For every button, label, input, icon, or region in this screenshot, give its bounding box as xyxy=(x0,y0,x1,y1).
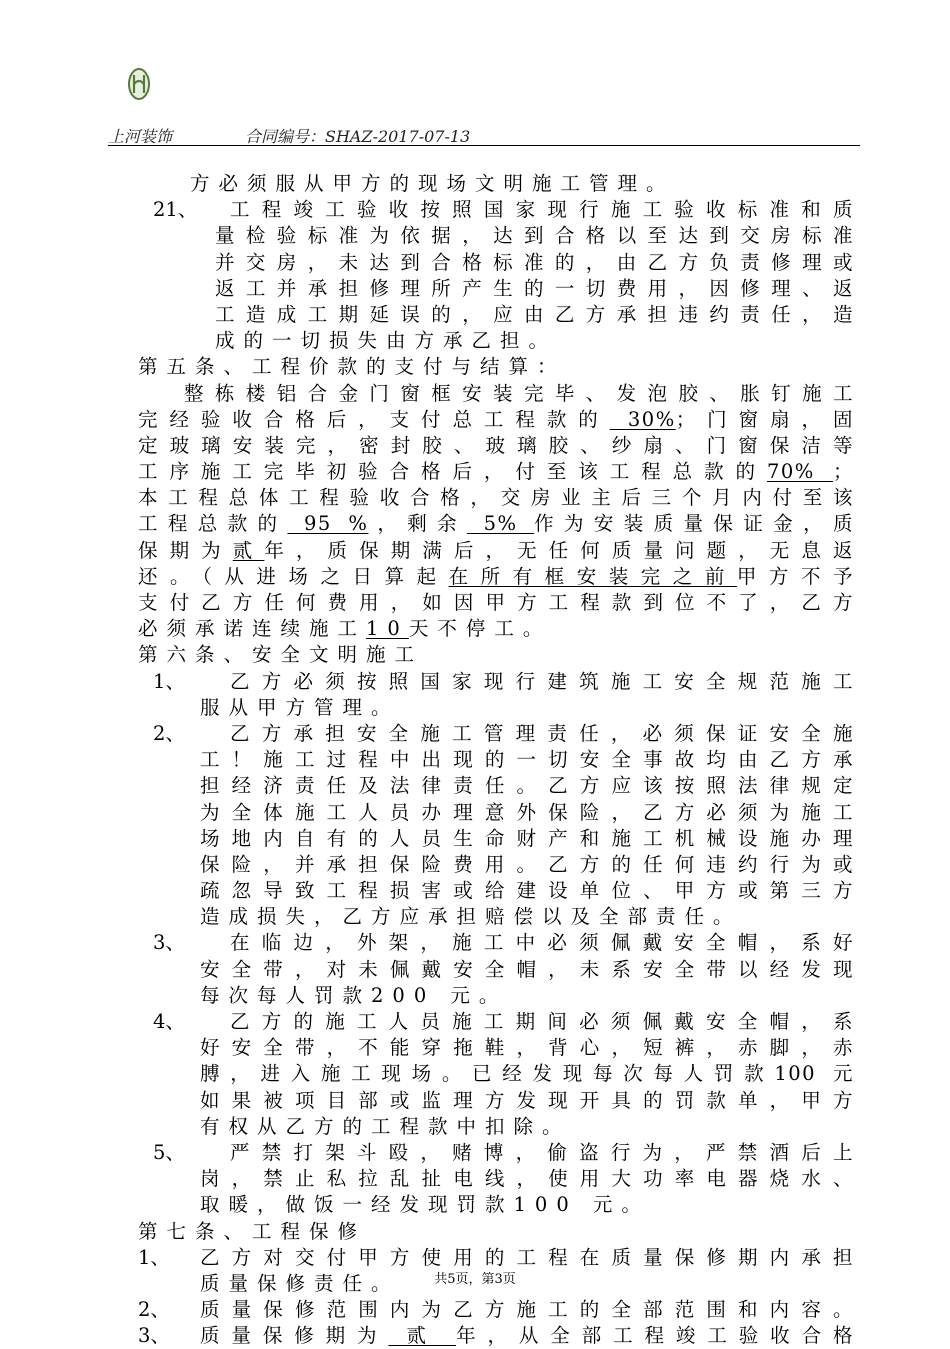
list-item: 5、 严禁打架斗殴，赌博，偷盗行为，严禁酒后上 xyxy=(138,1140,854,1166)
company-logo-icon xyxy=(126,66,152,102)
item-number: 3、 xyxy=(153,931,185,955)
list-item: 3、 在临边，外架，施工中必须佩戴安全帽，系好 xyxy=(138,930,854,956)
article-heading: 第六条、安全文明施工 xyxy=(138,643,424,667)
header-divider xyxy=(108,145,860,146)
article-heading: 第七条、工程保修 xyxy=(138,1219,367,1243)
list-item: 4、 乙方的施工人员施工期间必须佩戴安全帽，系 xyxy=(138,1009,854,1035)
text-line: 工序施工完毕初验合格后，付至该工程总款的70% ； xyxy=(138,460,854,484)
underlined-value: 30% xyxy=(609,407,676,431)
article-heading: 第五条、工程价款的支付与结算： xyxy=(138,355,566,379)
text-line: 返工并承担修理所产生的一切费用，因修理、返 xyxy=(215,276,854,300)
item-number: 2、 xyxy=(138,1298,170,1322)
list-item: 2、 乙方承担安全施工管理责任，必须保证安全施 xyxy=(138,721,854,747)
text-line: 造成损失，乙方应承担赔偿以及全部责任。 xyxy=(200,905,742,929)
text-line: 并交房，未达到合格标准的，由乙方负责修理或 xyxy=(215,250,854,274)
text-line: 服从甲方管理。 xyxy=(200,695,400,719)
text-line: 成的一切损失由方承乙担。 xyxy=(215,329,558,353)
item-number: 1、 xyxy=(153,669,185,693)
list-item-21: 21、 工程竣工验收按照国家现行施工验收标准和质 xyxy=(138,197,854,223)
text-line: 有权从乙方的工程款中扣除。 xyxy=(200,1114,571,1138)
text-line: 工程总款的 95 %，剩余 5% 作为安装质量保证金，质 xyxy=(138,512,854,536)
item-number: 1、 xyxy=(138,1245,170,1269)
text-line: 完经验收合格后，支付总工程款的 30%；门窗扇，固 xyxy=(138,407,854,431)
text-line: 支付乙方任何费用，如因甲方工程款到位不了，乙方 xyxy=(138,591,854,614)
list-item: 2、 质量保修范围内为乙方施工的全部范围和内容。 xyxy=(138,1297,854,1323)
text-line: 如果被项目部或监理方发现开具的罚款单，甲方 xyxy=(200,1088,854,1112)
item-number: 4、 xyxy=(153,1010,185,1033)
item-number: 2、 xyxy=(153,721,185,745)
item-number: 21、 xyxy=(153,198,198,222)
underlined-value: 贰 xyxy=(388,1324,457,1348)
text-line: 膊，进入施工现场。已经发现每次每人罚款100 元 xyxy=(200,1062,854,1086)
text-line: 还。（从进场之日算起在所有框安装完之前甲方不予 xyxy=(138,564,854,588)
text-line: 整栋楼铝合金门窗框安装完毕、发泡胶、胀钉施工 xyxy=(184,381,854,405)
text-line: 必须承诺连续施工10天不停工。 xyxy=(138,617,552,641)
page-number: 共5页，第3页 xyxy=(434,1272,516,1287)
underlined-value: 在所有框安装完之前 xyxy=(448,564,737,588)
text-line: 定玻璃安装完，密封胶、玻璃胶、纱扇、门窗保洁等 xyxy=(138,433,854,457)
text-line: 疏忽导致工程损害或给建设单位、甲方或第三方 xyxy=(200,879,854,903)
text-line: 质量保修责任。 xyxy=(200,1271,400,1295)
page-header xyxy=(108,124,860,144)
underlined-value: 贰 xyxy=(232,538,265,562)
document-body xyxy=(138,171,854,1349)
item-number: 3、 xyxy=(138,1324,170,1348)
text-line: 本工程总体工程验收合格，交房业主后三个月内付至该 xyxy=(138,486,854,510)
text-line: 保期为贰年，质保期满后，无任何质量问题，无息返 xyxy=(138,538,854,562)
text-line: 为全体施工人员办理意外保险，乙方必须为施工 xyxy=(200,800,854,824)
text-line: 取暖，做饭一经发现罚款100 元。 xyxy=(200,1193,650,1217)
text-line: 每次每人罚款200 元。 xyxy=(200,983,508,1007)
underlined-value: 95 % xyxy=(287,512,369,536)
company-name: 上河装饰 xyxy=(108,127,173,146)
list-item: 1、 乙方必须按照国家现行建筑施工安全规范施工 xyxy=(138,669,854,695)
underlined-value: 10 xyxy=(366,617,409,641)
contract-number: 合同编号：SHAZ-2017-07-13 xyxy=(245,127,471,146)
underlined-value: 70% xyxy=(766,460,833,484)
text-line: 场地内自有的人员生命财产和施工机械设施办理 xyxy=(200,826,854,850)
text-line: 保险，并承担保险费用。乙方的任何违约行为或 xyxy=(200,852,854,876)
underlined-value: 5% xyxy=(467,512,535,536)
list-item: 3、 质量保修期为 贰 年，从全部工程竣工验收合格 xyxy=(138,1323,854,1349)
item-number: 5、 xyxy=(153,1140,185,1164)
text-line: 岗，禁止私拉乱扯电线，使用大功率电器烧水、 xyxy=(200,1167,854,1191)
text-line: 安全带，对未佩戴安全帽，未系安全带以经发现 xyxy=(200,957,854,981)
text-line: 工造成工期延误的，应由乙方承担违约责任，造 xyxy=(215,302,854,326)
list-item: 1、 乙方对交付甲方使用的工程在质量保修期内承担 xyxy=(138,1245,854,1271)
text-line: 方必须服从甲方的现场文明施工管理。 xyxy=(190,172,675,195)
text-line: 担经济责任及法律责任。乙方应该按照法律规定 xyxy=(200,774,854,798)
text-line: 量检验标准为依据，达到合格以至达到交房标准 xyxy=(215,224,854,248)
text-line: 好安全带，不能穿拖鞋，背心，短裤，赤脚，赤 xyxy=(200,1036,854,1060)
text-line: 工！施工过程中出现的一切安全事故均由乙方承 xyxy=(200,748,854,772)
